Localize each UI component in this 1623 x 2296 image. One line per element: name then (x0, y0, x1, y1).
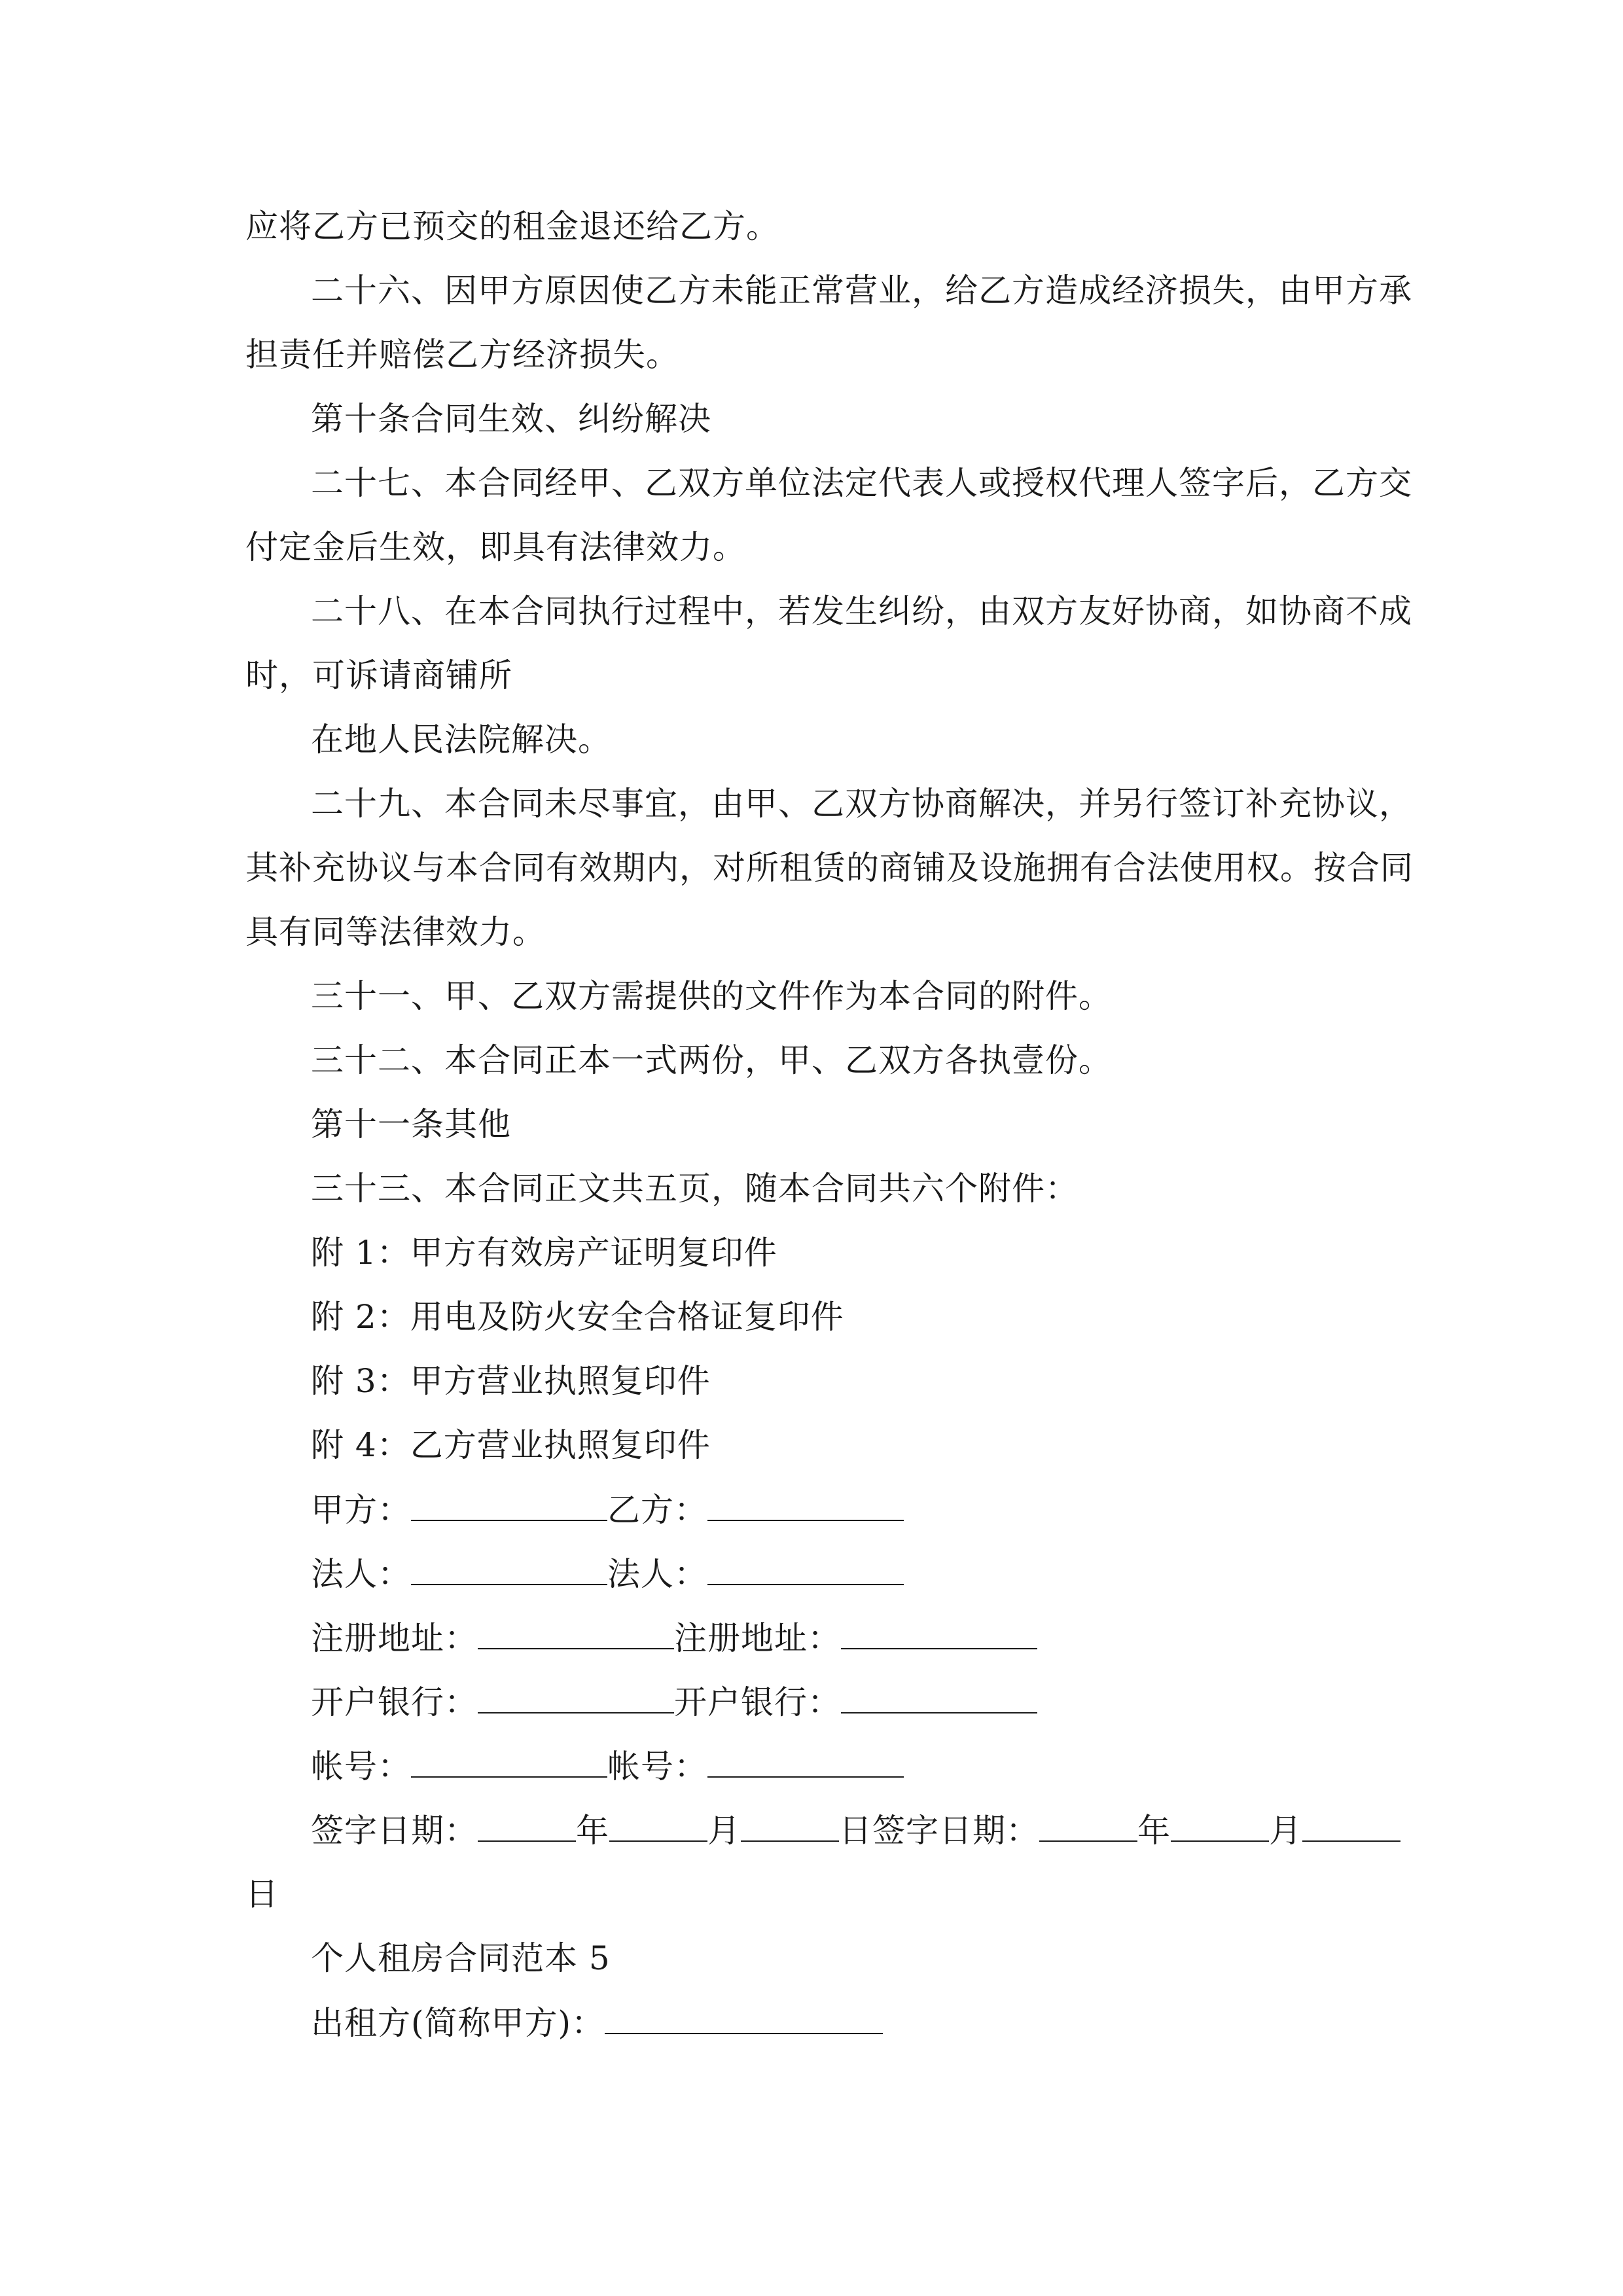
attachment-item: 附 4：乙方营业执照复印件 (311, 1426, 711, 1464)
month-b-label: 月 (1269, 1812, 1302, 1850)
month-b-blank[interactable] (1171, 1810, 1269, 1842)
section-heading: 第十一条其他 (311, 1105, 511, 1143)
lessor-label: 出租方(简称甲方)： (311, 2004, 605, 2042)
account-b-label: 帐号： (607, 1748, 707, 1785)
address-b-blank[interactable] (841, 1618, 1037, 1649)
text-line: 具有同等法律效力。 (245, 913, 546, 951)
day-a-label: 日 (839, 1812, 872, 1850)
year-b-label: 年 (1137, 1812, 1171, 1850)
party-b-blank[interactable] (707, 1490, 904, 1521)
lessor-blank[interactable] (605, 2003, 883, 2034)
signature-row-address (311, 1618, 1037, 1658)
year-a-blank[interactable] (478, 1810, 576, 1842)
address-a-label: 注册地址： (311, 1619, 478, 1657)
address-a-blank[interactable] (478, 1618, 674, 1649)
legal-b-blank[interactable] (707, 1554, 904, 1585)
party-a-blank[interactable] (411, 1490, 607, 1521)
lessor-row (311, 2003, 883, 2043)
bank-b-blank[interactable] (841, 1682, 1037, 1713)
account-a-label: 帐号： (311, 1748, 411, 1785)
bank-a-label: 开户银行： (311, 1683, 478, 1721)
signature-row-bank (311, 1682, 1037, 1722)
account-a-blank[interactable] (411, 1746, 607, 1778)
text-line: 其补充协议与本合同有效期内，对所租赁的商铺及设施拥有合法使用权。按合同 (245, 849, 1414, 887)
text-line: 二十七、本合同经甲、乙双方单位法定代表人或授权代理人签字后，乙方交 (311, 464, 1412, 502)
signature-row-legal (311, 1554, 904, 1594)
account-b-blank[interactable] (707, 1746, 904, 1778)
text-line: 二十八、在本合同执行过程中，若发生纠纷，由双方友好协商，如协商不成 (311, 592, 1412, 630)
day-b-blank[interactable] (1302, 1810, 1400, 1842)
date-a-label: 签字日期： (311, 1812, 478, 1850)
text-line: 应将乙方已预交的租金退还给乙方。 (245, 207, 779, 245)
text-line: 三十三、本合同正文共五页，随本合同共六个附件： (311, 1170, 1079, 1208)
legal-b-label: 法人： (607, 1555, 707, 1593)
attachment-item: 附 3：甲方营业执照复印件 (311, 1362, 711, 1400)
year-b-blank[interactable] (1039, 1810, 1137, 1842)
month-a-label: 月 (707, 1812, 741, 1850)
party-a-label: 甲方： (311, 1491, 411, 1529)
legal-a-label: 法人： (311, 1555, 411, 1593)
bank-a-blank[interactable] (478, 1682, 674, 1713)
party-b-label: 乙方： (607, 1491, 707, 1529)
date-day-wrap: 日 (245, 1875, 279, 1913)
text-line: 二十六、因甲方原因使乙方未能正常营业，给乙方造成经济损失，由甲方承 (311, 272, 1412, 310)
section-heading: 第十条合同生效、纠纷解决 (311, 400, 711, 438)
attachment-item: 附 1：甲方有效房产证明复印件 (311, 1234, 777, 1272)
date-b-label: 签字日期： (872, 1812, 1039, 1850)
signature-row-account (311, 1746, 904, 1786)
next-contract-title: 个人租房合同范本 5 (311, 1939, 611, 1977)
text-line: 三十二、本合同正本一式两份，甲、乙双方各执壹份。 (311, 1041, 1112, 1079)
text-line: 担责任并赔偿乙方经济损失。 (245, 336, 679, 374)
bank-b-label: 开户银行： (674, 1683, 841, 1721)
signature-row-party (311, 1490, 904, 1530)
legal-a-blank[interactable] (411, 1554, 607, 1585)
address-b-label: 注册地址： (674, 1619, 841, 1657)
text-line: 时，可诉请商铺所 (245, 656, 512, 694)
attachment-item: 附 2：用电及防火安全合格证复印件 (311, 1298, 844, 1336)
signature-row-date (311, 1810, 1400, 1850)
text-line: 三十一、甲、乙双方需提供的文件作为本合同的附件。 (311, 977, 1112, 1015)
day-a-blank[interactable] (741, 1810, 839, 1842)
year-a-label: 年 (576, 1812, 609, 1850)
month-a-blank[interactable] (609, 1810, 707, 1842)
text-line: 在地人民法院解决。 (311, 721, 611, 759)
text-line: 二十九、本合同未尽事宜，由甲、乙双方协商解决，并另行签订补充协议， (311, 785, 1412, 823)
text-line: 付定金后生效，即具有法律效力。 (245, 528, 746, 566)
